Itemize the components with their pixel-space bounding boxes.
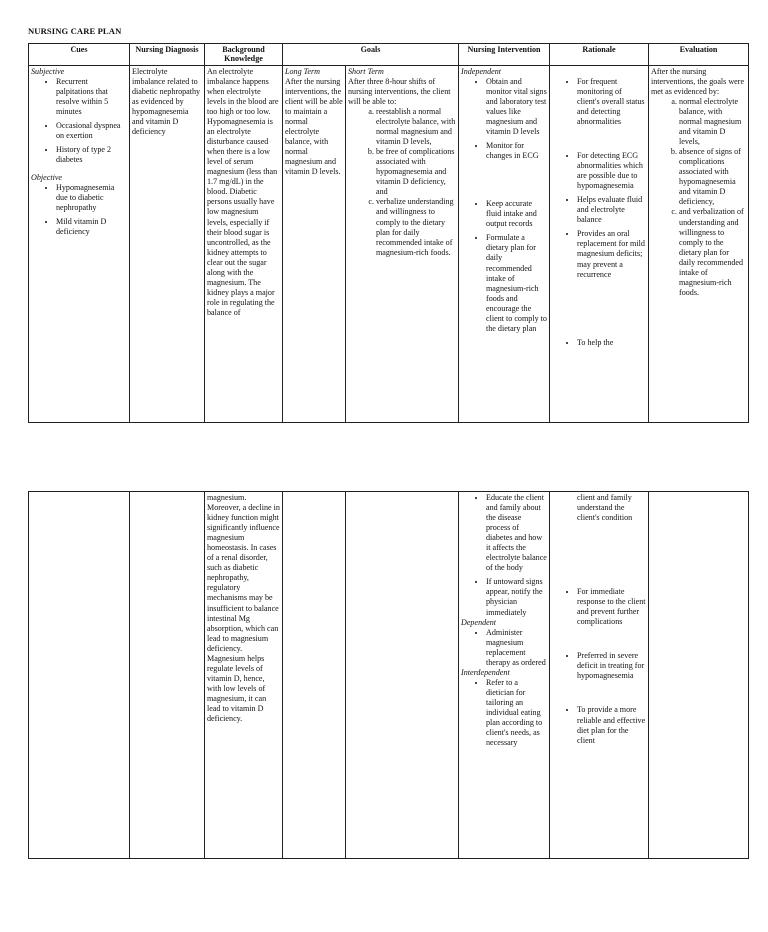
diagnosis-cell: Electrolyte imbalance related to diabetic nephropathy as evidenced by hypomagnesemia and vitamin D deficiency (130, 65, 205, 422)
intervention-cell (459, 65, 550, 422)
background-cell-continued: magnesium. Moreover, a decline in kidney function might significantly influence magnesium homeostasis. In cases of a renal disorder, such as diabetic nephropathy, regulatory mechanisms may be insufficient to balance intestinal Mg absorption, which can lead to magnesium deficiency. Magnesium helps regulate levels of vitamin D, hence, with low levels of magnesium, it can lead to vitamin D deficiency. (205, 492, 283, 859)
list-item: • Mild vitamin D deficiency (56, 217, 127, 237)
header-cues: Cues (29, 44, 130, 66)
header-nursing-diagnosis: Nursing Diagnosis (130, 44, 205, 66)
long-term-label: Long Term (285, 66, 321, 76)
list-item: • Provides an oral replacement for mild magnesium deficits; may prevent a recurrence (577, 229, 646, 279)
list-item: • To help the (577, 338, 646, 348)
header-evaluation: Evaluation (649, 44, 749, 66)
rationale-cell-continued (550, 492, 649, 859)
list-item: • If untoward signs appear, notify the physician immediately (486, 577, 547, 617)
header-rationale: Rationale (550, 44, 649, 66)
objective-label: Objective (31, 173, 63, 183)
cues-cell (29, 65, 130, 422)
short-term-label: Short Term (348, 66, 384, 76)
list-item: • For immediate response to the client and prevent further complications (577, 587, 646, 627)
list-item: c. verbalize understanding and willingness to comply to the dietary plan for daily recommended intake of magnesium-rich foods. (376, 197, 456, 257)
independent-label: Independent (461, 66, 502, 76)
background-cell: An electrolyte imbalance happens when electrolyte levels in the blood are too high or too low. Hypomagnesemia is an electrolyte disturbance caused when there is a low level of serum magnesium (less than 1.7 mg/dL) in the blood. Diabetic persons usually have low magnesium levels, especially if their blood sugar is uncontrolled, as the kidney attempts to clear out the sugar along with the magnesium. The kidney plays a major role in regulating the balance of (205, 65, 283, 422)
list-item: • Obtain and monitor vital signs and laboratory test values like magnesium and vitamin D levels (486, 77, 547, 137)
list-item: • For detecting ECG abnormalities which are possible due to hypomagnesemia (577, 151, 646, 191)
header-nursing-intervention: Nursing Intervention (459, 44, 550, 66)
list-item: • Refer to a dietician for tailoring an individual eating plan according to client's needs, as necessary (486, 678, 547, 748)
list-item: • For frequent monitoring of client's overall status and detecting abnormalities (577, 77, 646, 127)
list-item: • Hypomagnesemia due to diabetic nephropathy (56, 183, 127, 213)
care-plan-table-page-2 (28, 491, 749, 859)
evaluation-cell (649, 65, 749, 422)
intervention-cell-continued (459, 492, 550, 859)
list-item: • Formulate a dietary plan for daily recommended intake of magnesium-rich foods and encourage the client to comply to the dietary plan (486, 233, 547, 333)
interdependent-label: Interdependent (461, 667, 510, 677)
document-title: NURSING CARE PLAN (28, 26, 122, 36)
list-item: • Preferred in severe deficit in treating for hypomagnesemia (577, 651, 646, 681)
diagnosis-cell-continued (130, 492, 205, 859)
list-item: • Educate the client and family about the disease process of diabetes and how it affects the electrolyte balance of the body (486, 493, 547, 573)
list-item: a. normal electrolyte balance, with normal magnesium and vitamin D levels, (679, 97, 746, 147)
list-item: • History of type 2 diabetes (56, 145, 127, 165)
list-item: • Administer magnesium replacement therapy as ordered (486, 628, 547, 668)
evaluation-intro: After the nursing interventions, the goals were met as evidenced by: (651, 66, 745, 96)
list-item: c. and verbalization of understanding and willingness to comply to the dietary plan for daily recommended intake of magnesium-rich foods. (679, 207, 746, 297)
dependent-label: Dependent (461, 617, 497, 627)
care-plan-table-page-1 (28, 43, 749, 423)
list-item: a. reestablish a normal electrolyte balance, with normal magnesium and vitamin D levels, (376, 107, 456, 147)
long-term-goal-cell-continued (283, 492, 346, 859)
short-term-goal-cell-continued (346, 492, 459, 859)
rationale-cell (550, 65, 649, 422)
short-term-goal-cell (346, 65, 459, 422)
list-item: b. be free of complications associated with hypomagnesemia and vitamin D deficiency, and (376, 147, 456, 197)
rationale-continued-text: client and family understand the client's condition (577, 493, 633, 523)
subjective-label: Subjective (31, 66, 65, 76)
list-item: • Recurrent palpitations that resolve within 5 minutes (56, 77, 127, 117)
short-term-intro: After three 8-hour shifts of nursing interventions, the client will be able to: (348, 76, 451, 106)
list-item: • To provide a more reliable and effective diet plan for the client (577, 705, 646, 745)
list-item: • Helps evaluate fluid and electrolyte balance (577, 195, 646, 225)
list-item: • Monitor for changes in ECG (486, 141, 547, 161)
long-term-goal-cell (283, 65, 346, 422)
list-item: b. absence of signs of complications associated with hypomagnesemia and vitamin D deficiency, (679, 147, 746, 207)
list-item: • Keep accurate fluid intake and output records (486, 199, 547, 229)
list-item: • Occasional dyspnea on exertion (56, 121, 127, 141)
evaluation-cell-continued (649, 492, 749, 859)
long-term-text: After the nursing interventions, the client will be able to maintain a normal electrolyte balance, with normal magnesium and vitamin D levels. (285, 76, 343, 177)
header-background-knowledge: Background Knowledge (205, 44, 283, 66)
cues-cell-continued (29, 492, 130, 859)
header-goals: Goals (283, 44, 459, 66)
